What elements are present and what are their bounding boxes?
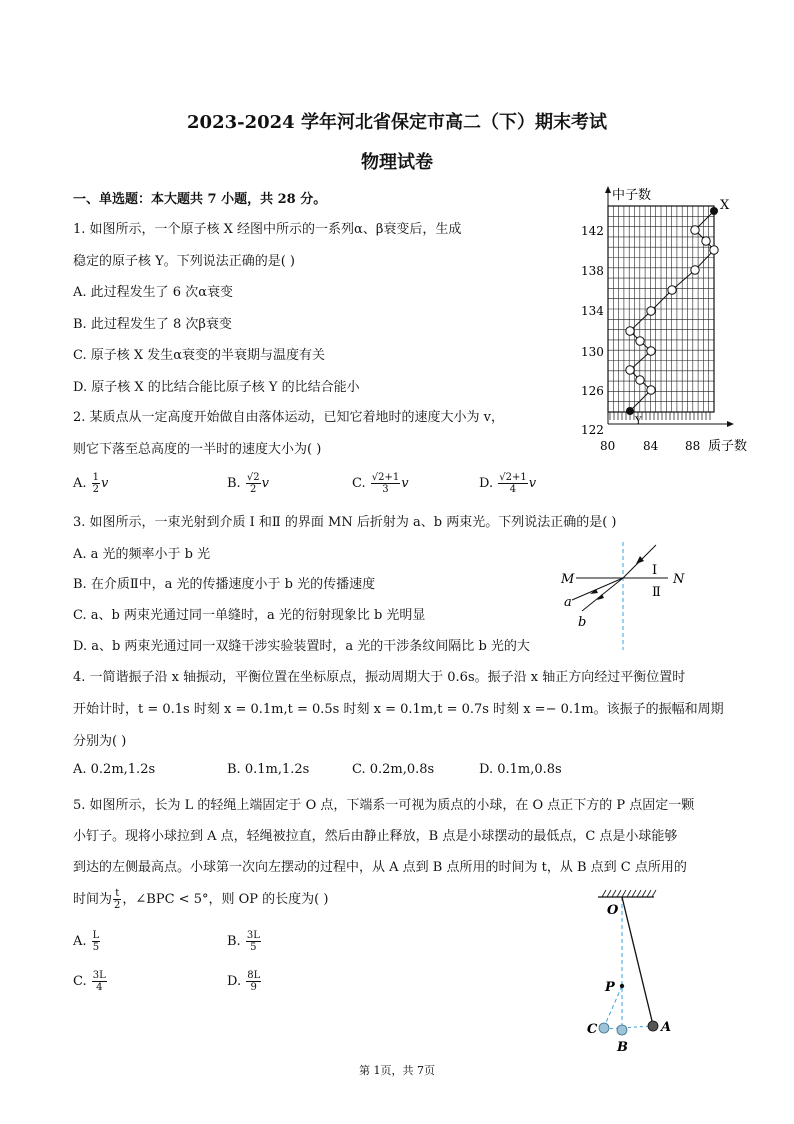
ball-a	[648, 1021, 658, 1031]
page-footer: 第 1页，共 7页	[359, 1064, 435, 1077]
q4-option-b: B. 0.1m,1.2s	[227, 762, 310, 777]
q3-stem: 3. 如图所示，一束光射到介质 Ⅰ 和Ⅱ 的界面 MN 后折射为 a、b 两束光。下列说法正确的是( )	[73, 515, 617, 530]
q3-option-a: A. a 光的频率小于 b 光	[73, 547, 211, 562]
label-n: N	[673, 572, 685, 587]
label-a: a	[564, 595, 572, 610]
x-tick: 84	[643, 439, 659, 453]
section-heading: 一、单选题：本大题共 7 小题，共 28 分。	[73, 192, 327, 207]
exam-subtitle: 物理试卷	[361, 152, 433, 173]
y-tick: 138	[581, 264, 604, 278]
q1-option-a: A. 此过程发生了 6 次α衰变	[73, 285, 233, 300]
q2-option-c: C. $\frac{√2+1}{3}$ v	[352, 472, 409, 495]
q5-option-a: A. $\frac{L}{5}$	[73, 930, 100, 953]
q3-option-d: D. a、b 两束光通过同一双缝干涉实验装置时，a 光的干涉条纹间隔比 b 光的大	[73, 639, 530, 654]
label-c-point: C	[587, 1022, 598, 1037]
y-tick: 126	[581, 384, 604, 398]
decay-chart-figure	[575, 180, 775, 455]
q4-stem-line1: 4. 一简谐振子沿 x 轴振动，平衡位置在坐标原点，振动周期大于 0.6s。振子沿 x 轴正方向经过平衡位置时	[73, 670, 686, 685]
q1-option-b: B. 此过程发生了 8 次β衰变	[73, 317, 232, 332]
q3-option-b: B. 在介质Ⅱ中，a 光的传播速度小于 b 光的传播速度	[73, 577, 376, 592]
refraction-figure	[555, 538, 695, 653]
y-tick: 130	[581, 345, 604, 359]
label-m: M	[561, 572, 575, 587]
q4-stem-line2: 开始计时，t = 0.1s 时刻 x = 0.1m,t = 0.5s 时刻 x = 0.1m,t = 0.7s 时刻 x =− 0.1m。该振子的振幅和周期	[73, 702, 724, 717]
q2-option-a: A. $\frac{1}{2}$ v	[73, 472, 109, 495]
y-axis-title: 中子数	[612, 188, 652, 203]
q5-stem-line2: 小钉子。现将小球拉到 A 点，轻绳被拉直，然后由静止释放，B 点是小球摆动的最低点，C 点是小球能够	[73, 829, 678, 844]
label-o: O	[607, 903, 619, 918]
y-tick: 134	[581, 304, 604, 318]
label-y: Y	[635, 416, 642, 427]
ball-b	[617, 1025, 627, 1035]
label-x: X	[720, 198, 730, 213]
q1-stem-line2: 稳定的原子核 Y。下列说法正确的是( )	[73, 254, 295, 269]
q3-option-c: C. a、b 两束光通过同一单缝时，a 光的衍射现象比 b 光明显	[73, 608, 426, 623]
q5-option-b: B. $\frac{3L}{5}$	[227, 930, 260, 953]
q4-option-a: A. 0.2m,1.2s	[73, 762, 156, 777]
x-tick: 80	[600, 439, 616, 453]
q2-stem-line2: 则它下落至总高度的一半时的速度大小为( )	[73, 442, 322, 457]
exam-title: 2023-2024 学年河北省保定市高二（下）期末考试	[187, 112, 607, 133]
q4-option-c: C. 0.2m,0.8s	[352, 762, 435, 777]
ball-c	[599, 1023, 609, 1033]
q5-option-d: D. $\frac{8L}{9}$	[227, 970, 261, 993]
y-tick: 142	[581, 224, 604, 238]
x-tick: 88	[685, 439, 701, 453]
q1-stem-line1: 1. 如图所示，一个原子核 X 经图中所示的一系列α、β衰变后，生成	[73, 222, 462, 237]
label-medium-2: Ⅱ	[652, 585, 661, 600]
q4-option-d: D. 0.1m,0.8s	[479, 762, 562, 777]
label-b: b	[578, 615, 587, 630]
q5-stem-line3: 到达的左侧最高点。小球第一次向左摆动的过程中，从 A 点到 B 点所用的时间为 t，从 B 点到 C 点所用的	[73, 860, 687, 875]
y-tick: 122	[581, 423, 604, 437]
nucleus-y-point	[626, 407, 634, 415]
nucleus-x-point	[710, 207, 718, 215]
q2-stem-line1: 2. 某质点从一定高度开始做自由落体运动，已知它着地时的速度大小为 v，	[73, 410, 505, 425]
label-medium-1: Ⅰ	[652, 563, 658, 578]
label-p: P	[605, 980, 615, 995]
label-a-point: A	[661, 1020, 672, 1035]
q5-option-c: C. $\frac{3L}{4}$	[73, 970, 106, 993]
q5-stem-line4: 时间为 $\frac{t}{2}$ ，∠BPC < 5°，则 OP 的长度为( )	[73, 888, 329, 911]
q1-option-c: C. 原子核 X 发生α衰变的半衰期与温度有关	[73, 348, 326, 363]
x-axis-title: 质子数	[708, 439, 748, 454]
q4-stem-line3: 分别为( )	[73, 734, 127, 749]
q2-option-d: D. $\frac{√2+1}{4}$ v	[479, 472, 537, 495]
label-b-point: B	[617, 1040, 628, 1055]
q5-stem-line1: 5. 如图所示，长为 L 的轻绳上端固定于 O 点，下端系一可视为质点的小球，在 O 点正下方的 P 点固定一颗	[73, 798, 695, 813]
q2-option-b: B. $\frac{√2}{2}$ v	[227, 472, 269, 495]
q1-option-d: D. 原子核 X 的比结合能比原子核 Y 的比结合能小	[73, 380, 360, 395]
pendulum-figure	[580, 880, 680, 1055]
